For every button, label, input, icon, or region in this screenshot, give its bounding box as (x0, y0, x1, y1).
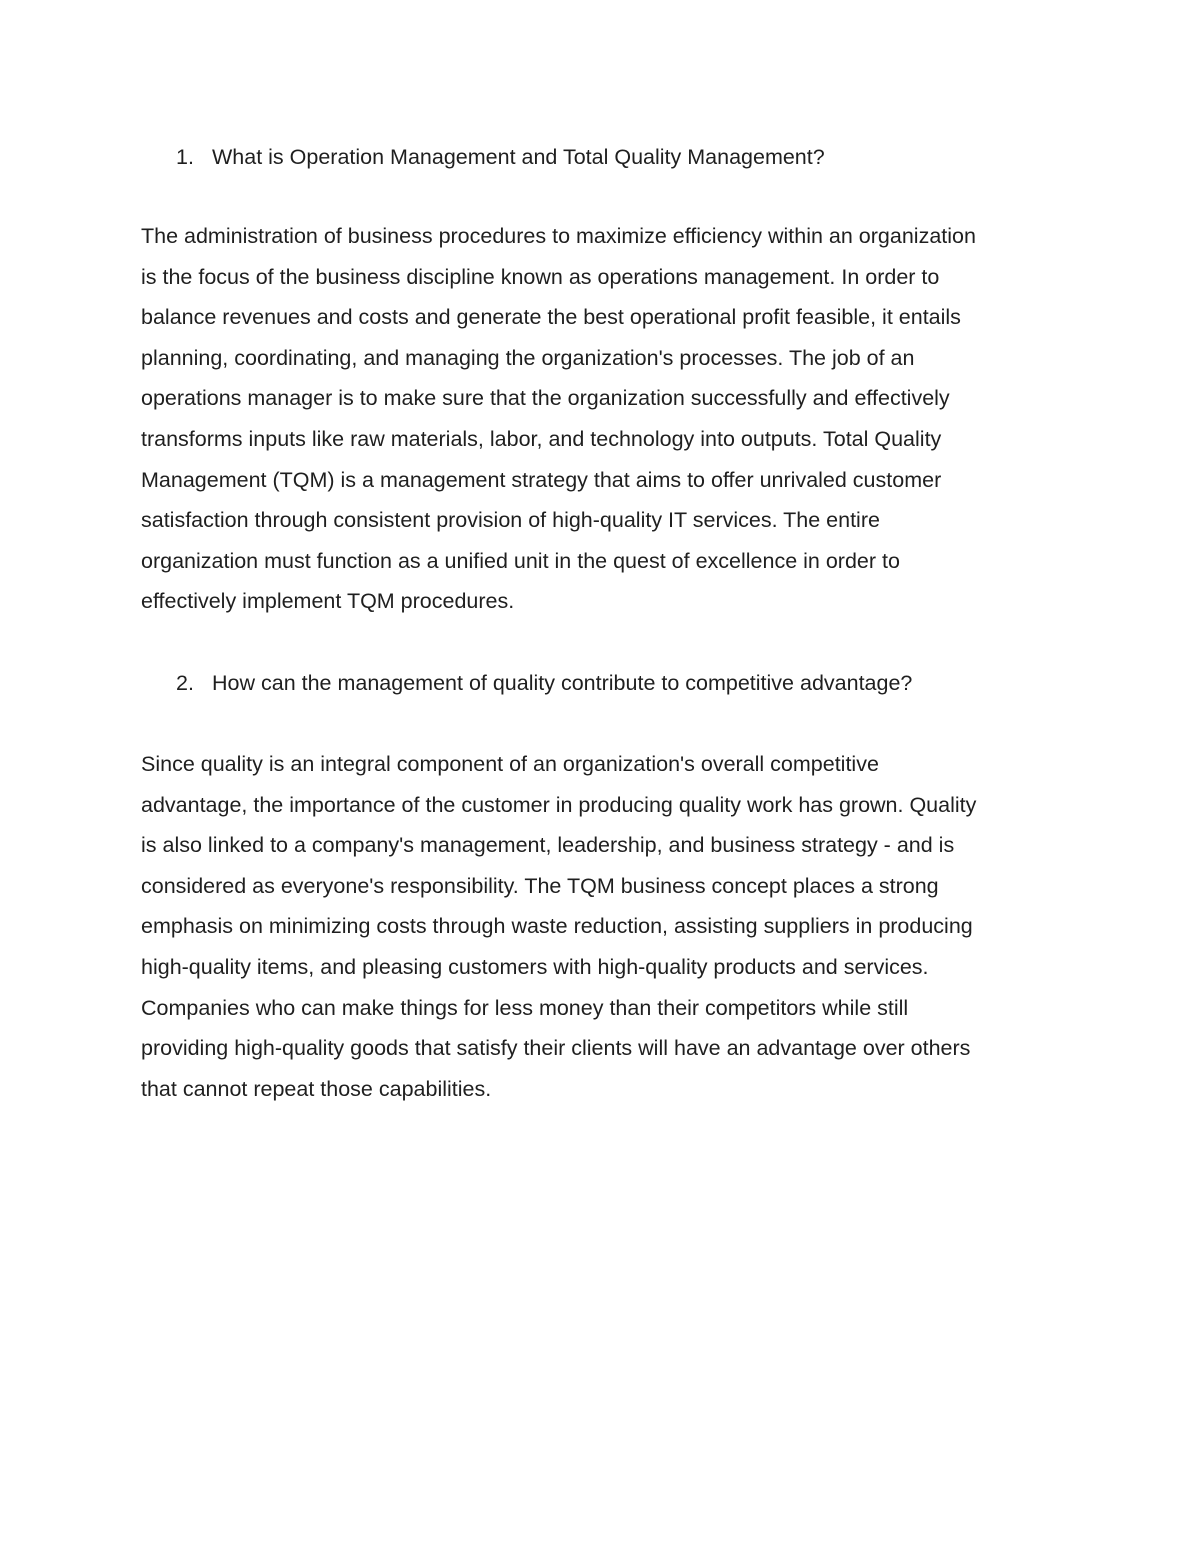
question-2-text: How can the management of quality contribute to competitive advantage? (212, 671, 913, 695)
answer-1-line: The administration of business procedures to maximize efficiency within an organization (141, 224, 976, 248)
answer-1-line: is the focus of the business discipline known as operations management. In order to (141, 264, 940, 289)
answer-1-line: operations manager is to make sure that the organization successfully and effectively (141, 386, 950, 411)
answer-2-paragraph (141, 744, 1071, 1109)
question-1-text: What is Operation Management and Total Quality Management? (212, 145, 825, 169)
answer-1-line: organization must function as a unified unit in the quest of excellence in order to (141, 548, 900, 573)
answer-1-line: effectively implement TQM procedures. (141, 589, 515, 614)
answer-1-line: planning, coordinating, and managing the organization's processes. The job of an (141, 345, 915, 370)
answer-1-line: transforms inputs like raw materials, labor, and technology into outputs. Total Quality (141, 426, 942, 451)
answer-2-line: Companies who can make things for less money than their competitors while still (141, 995, 909, 1020)
answer-2-line: that cannot repeat those capabilities. (141, 1076, 492, 1101)
answer-1-line: balance revenues and costs and generate the best operational profit feasible, it entails (141, 305, 961, 330)
answer-2-line: high-quality items, and pleasing customers with high-quality products and services. (141, 954, 929, 979)
question-2 (176, 668, 912, 698)
answer-2-line: considered as everyone's responsibility. The TQM business concept places a strong (141, 873, 939, 898)
answer-1-line: satisfaction through consistent provision of high-quality IT services. The entire (141, 508, 880, 533)
answer-2-line: is also linked to a company's management, leadership, and business strategy - and is (141, 833, 955, 858)
answer-2-line: emphasis on minimizing costs through waste reduction, assisting suppliers in producing (141, 914, 973, 939)
question-2-number: 2. (176, 671, 194, 695)
answer-1-line: Management (TQM) is a management strategy that aims to offer unrivaled customer (141, 467, 942, 492)
answer-2-line: Since quality is an integral component of an organization's overall competitive (141, 752, 879, 776)
question-1-number: 1. (176, 145, 194, 169)
question-1 (176, 142, 825, 172)
answer-2-line: providing high-quality goods that satisfy their clients will have an advantage over others (141, 1036, 971, 1061)
answer-2-line: advantage, the importance of the customer in producing quality work has grown. Quality (141, 792, 977, 817)
answer-1-paragraph (141, 216, 1071, 622)
